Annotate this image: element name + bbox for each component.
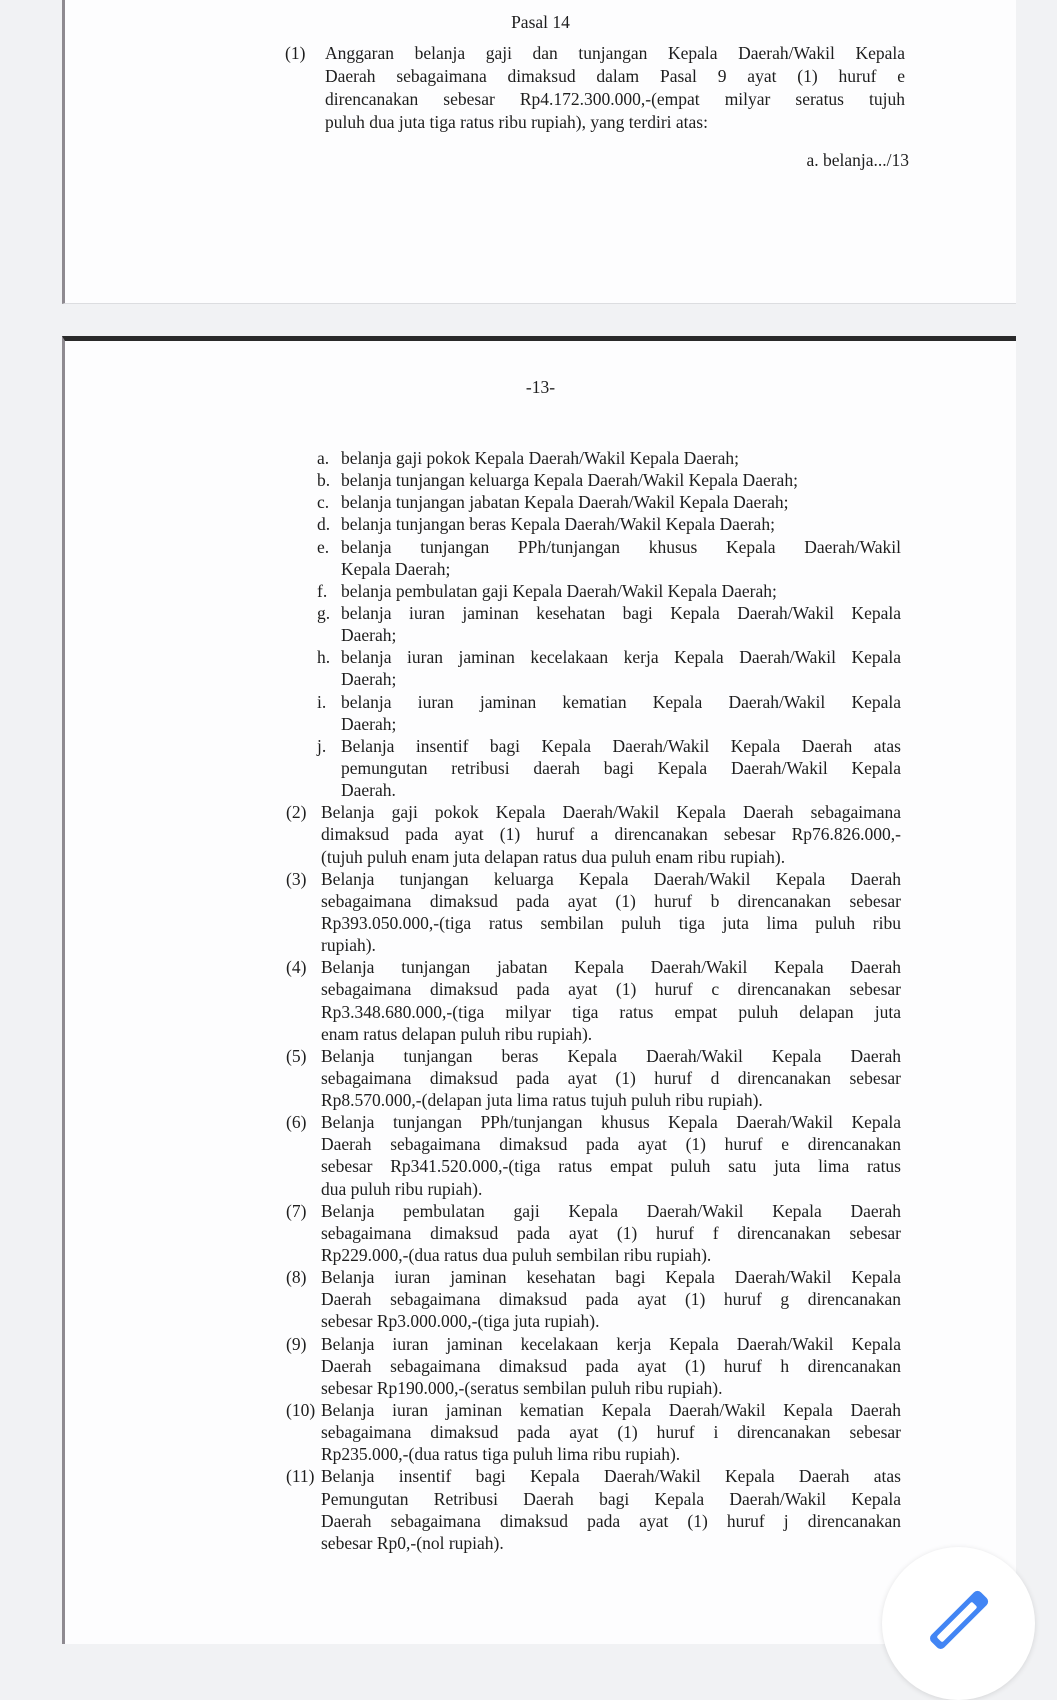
paragraph-line: Belanja iuran jaminan kecelakaan kerja Kepala Daerah/Wakil Kepala [321, 1333, 901, 1354]
list-item-line: belanja tunjangan keluarga Kepala Daerah/Wakil Kepala Daerah; [341, 470, 798, 491]
list-item-marker: c. [317, 492, 330, 513]
continuation-note: a. belanja.../13 [806, 150, 909, 170]
paragraph-line: sebagaimana dimaksud pada ayat (1) huruf i direncanakan sebesar [321, 1422, 901, 1443]
paragraph-line: sebesar Rp190.000,-(seratus sembilan puluh ribu rupiah). [321, 1377, 723, 1398]
list-item-line: Daerah; [341, 669, 397, 690]
paragraph-line: (tujuh puluh enam juta delapan ratus dua puluh enam ribu rupiah). [321, 846, 786, 867]
list-item-marker: f. [317, 580, 328, 601]
paragraph-line: Rp393.050.000,-(tiga ratus sembilan puluh tiga juta lima puluh ribu [321, 912, 901, 933]
list-item-line: pemungutan retribusi daerah bagi Kepala Daerah/Wakil Kepala [341, 757, 901, 778]
paragraph-marker: (7) [286, 1200, 307, 1221]
document-page-1 [62, 0, 1016, 304]
paragraph-line: Belanja iuran jaminan kesehatan bagi Kepala Daerah/Wakil Kepala [321, 1267, 901, 1288]
list-item-line: Daerah; [341, 713, 397, 734]
paragraph-line: Rp3.348.680.000,-(tiga milyar tiga ratus empat puluh delapan juta [321, 1001, 901, 1022]
paragraph-line: Belanja tunjangan beras Kepala Daerah/Wakil Kepala Daerah [321, 1045, 901, 1066]
article-heading: Pasal 14 [511, 12, 570, 32]
list-item-marker: g. [317, 602, 331, 623]
paragraph-marker: (5) [286, 1045, 307, 1066]
paragraph-line: Belanja gaji pokok Kepala Daerah/Wakil Kepala Daerah sebagaimana [321, 802, 901, 823]
list-item-marker: e. [317, 536, 330, 557]
paragraph-line: rupiah). [321, 935, 376, 956]
list-item-line: Kepala Daerah; [341, 558, 451, 579]
list-item-line: Belanja insentif bagi Kepala Daerah/Wakil Kepala Daerah atas [341, 735, 901, 756]
paragraph-line: enam ratus delapan puluh ribu rupiah). [321, 1023, 593, 1044]
paragraph-line: sebesar Rp341.520.000,-(tiga ratus empat puluh satu juta lima ratus [321, 1156, 901, 1177]
paragraph-line: direncanakan sebesar Rp4.172.300.000,-(empat milyar seratus tujuh [325, 89, 905, 109]
paragraph-line: Belanja pembulatan gaji Kepala Daerah/Wakil Kepala Daerah [321, 1200, 901, 1221]
paragraph-line: Belanja tunjangan keluarga Kepala Daerah/Wakil Kepala Daerah [321, 868, 901, 889]
pencil-icon [912, 1587, 992, 1667]
list-item-line: belanja pembulatan gaji Kepala Daerah/Wakil Kepala Daerah; [341, 580, 777, 601]
paragraph-line: Belanja tunjangan PPh/tunjangan khusus Kepala Daerah/Wakil Kepala [321, 1112, 901, 1133]
paragraph-line: sebesar Rp3.000.000,-(tiga juta rupiah). [321, 1311, 600, 1332]
paragraph-line: sebagaimana dimaksud pada ayat (1) huruf f direncanakan sebesar [321, 1222, 901, 1243]
list-item-marker: i. [317, 691, 327, 712]
list-item-line: belanja gaji pokok Kepala Daerah/Wakil Kepala Daerah; [341, 448, 739, 468]
paragraph-line: Daerah sebagaimana dimaksud pada ayat (1) huruf e direncanakan [321, 1134, 901, 1155]
list-item-line: belanja iuran jaminan kematian Kepala Daerah/Wakil Kepala [341, 691, 901, 712]
list-item-line: belanja tunjangan jabatan Kepala Daerah/Wakil Kepala Daerah; [341, 492, 789, 513]
paragraph-line: Rp235.000,-(dua ratus tiga puluh lima ribu rupiah). [321, 1444, 681, 1465]
edit-button[interactable] [882, 1547, 1035, 1700]
paragraph-line: Rp229.000,-(dua ratus dua puluh sembilan ribu rupiah). [321, 1245, 712, 1266]
paragraph-line: puluh dua juta tiga ratus ribu rupiah), yang terdiri atas: [325, 112, 708, 132]
paragraph-marker: (6) [286, 1112, 307, 1133]
paragraph-line: sebagaimana dimaksud pada ayat (1) huruf c direncanakan sebesar [321, 979, 901, 1000]
document-page-2 [62, 336, 1016, 1644]
paragraph-marker: (8) [286, 1267, 307, 1288]
paragraph-line: dua puluh ribu rupiah). [321, 1178, 483, 1199]
paragraph-line: Daerah sebagaimana dimaksud dalam Pasal 9 ayat (1) huruf e [325, 66, 905, 86]
list-item-marker: b. [317, 470, 331, 491]
list-item-line: Daerah; [341, 625, 397, 646]
paragraph-line: Belanja insentif bagi Kepala Daerah/Wakil Kepala Daerah atas [321, 1466, 901, 1487]
list-item-line: belanja tunjangan beras Kepala Daerah/Wakil Kepala Daerah; [341, 514, 775, 535]
list-item-line: Daerah. [341, 780, 396, 801]
list-item-line: belanja iuran jaminan kesehatan bagi Kepala Daerah/Wakil Kepala [341, 602, 901, 623]
list-item-line: belanja iuran jaminan kecelakaan kerja Kepala Daerah/Wakil Kepala [341, 647, 901, 668]
list-item-marker: h. [317, 647, 331, 668]
paragraph-marker: (9) [286, 1333, 307, 1354]
paragraph-marker: (1) [285, 43, 306, 63]
paragraph-line: Pemungutan Retribusi Daerah bagi Kepala Daerah/Wakil Kepala [321, 1488, 901, 1509]
paragraph-line: Belanja iuran jaminan kematian Kepala Daerah/Wakil Kepala Daerah [321, 1400, 901, 1421]
paragraph-line: sebagaimana dimaksud pada ayat (1) huruf d direncanakan sebesar [321, 1067, 901, 1088]
paragraph-line: Anggaran belanja gaji dan tunjangan Kepala Daerah/Wakil Kepala [325, 43, 905, 63]
list-item-line: belanja tunjangan PPh/tunjangan khusus Kepala Daerah/Wakil [341, 536, 901, 557]
list-item-marker: d. [317, 514, 331, 535]
paragraph-marker: (2) [286, 802, 307, 823]
list-item-marker: j. [317, 735, 327, 756]
paragraph-line: Daerah sebagaimana dimaksud pada ayat (1) huruf j direncanakan [321, 1510, 901, 1531]
paragraph-line: sebesar Rp0,-(nol rupiah). [321, 1532, 504, 1553]
paragraph-line: Daerah sebagaimana dimaksud pada ayat (1) huruf h direncanakan [321, 1355, 901, 1376]
page-number: -13- [525, 377, 556, 397]
paragraph-marker: (10) [286, 1400, 316, 1421]
paragraph-line: dimaksud pada ayat (1) huruf a direncanakan sebesar Rp76.826.000,- [321, 824, 901, 845]
paragraph-line: sebagaimana dimaksud pada ayat (1) huruf b direncanakan sebesar [321, 890, 901, 911]
paragraph-line: Rp8.570.000,-(delapan juta lima ratus tujuh puluh ribu rupiah). [321, 1090, 763, 1111]
paragraph-marker: (3) [286, 868, 307, 889]
list-item-marker: a. [317, 448, 330, 468]
paragraph-line: Belanja tunjangan jabatan Kepala Daerah/Wakil Kepala Daerah [321, 957, 901, 978]
paragraph-marker: (11) [286, 1466, 315, 1487]
paragraph-marker: (4) [286, 957, 307, 978]
paragraph-line: Daerah sebagaimana dimaksud pada ayat (1) huruf g direncanakan [321, 1289, 901, 1310]
